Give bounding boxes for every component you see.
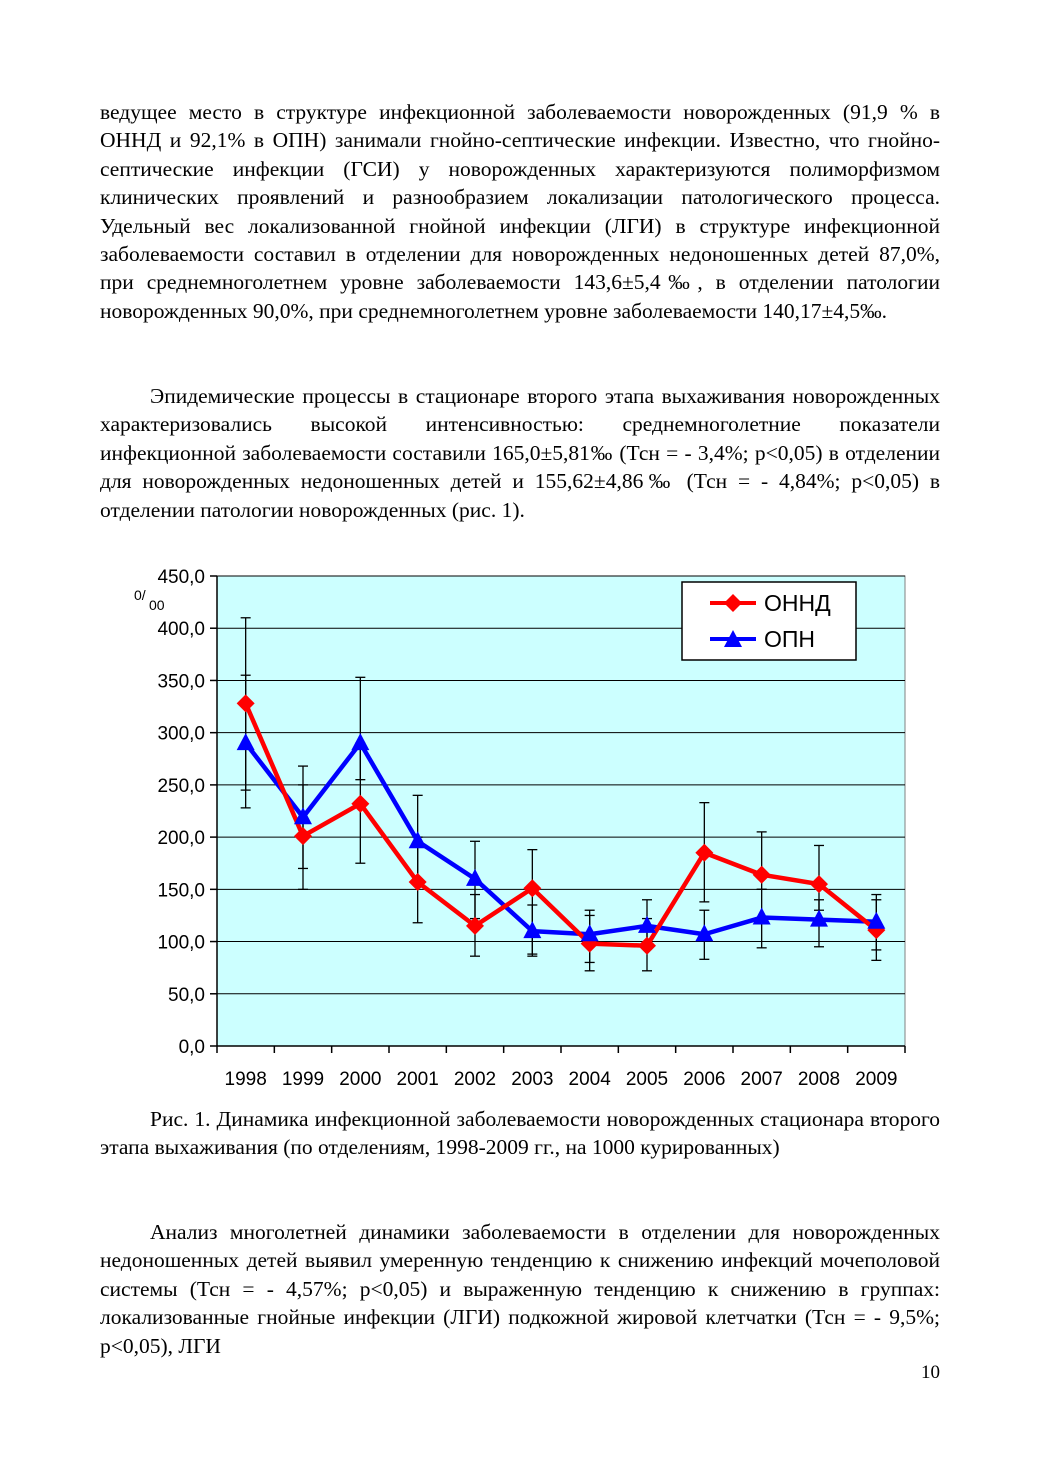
paragraph-1: ведущее место в структуре инфекционной заболеваемости новорожденных (91,9 % в ОННД и 92,1% в ОПН) занимали гнойно-септические инфекции. Известно, что гнойно-септические инфекции (ГСИ) у новорожденных характеризуются полиморфизмом клинических проявлений и разнообразием локализации патологического процесса. Удельный вес локализованной гнойной инфекции (ЛГИ) в структуре инфекционной заболеваемости составил в отделении для новорожденных недоношенных детей 87,0%, при среднемноголетнем уровне заболеваемости 143,6±5,4‰, в отделении патологии новорожденных 90,0%, при среднемноголетнем уровне заболеваемости 140,17±4,5‰. (100, 100, 940, 323)
legend-label-onnd: ОННД (764, 590, 831, 616)
y-tick-label: 350,0 (157, 671, 205, 693)
x-tick-label: 2009 (855, 1069, 898, 1090)
paragraph-3: Анализ многолетней динамики заболеваемости в отделении для новорожденных недоношенных детей выявил умеренную тенденцию к снижению инфекций мочеполовой системы (Тсн = - 4,57%; p<0,05) и выраженную тенденцию к снижению в группах: локализованные гнойные инфекции (ЛГИ) подкожной жировой клетчатки (Тсн = - 9,5%; p<0,05), ЛГИ (100, 1220, 940, 1358)
x-tick-label: 2008 (797, 1069, 841, 1090)
x-tick-label: 1998 (224, 1069, 267, 1090)
y-tick-label: 200,0 (157, 828, 205, 850)
x-tick-label: 2007 (740, 1069, 783, 1090)
y-tick-label: 300,0 (157, 723, 205, 745)
y-tick-label: 450,0 (157, 567, 205, 588)
y-tick-label: 250,0 (157, 775, 205, 797)
y-tick-label: 50,0 (168, 984, 205, 1006)
chart-legend (682, 582, 856, 660)
x-tick-label: 2003 (511, 1069, 554, 1090)
x-tick-label: 2001 (396, 1069, 439, 1090)
paragraph-2: Эпидемические процессы в стационаре второго этапа выхаживания новорожденных характеризовались высокой интенсивностью: среднемноголетние показатели инфекционной заболеваемости составили 165,0±5,81‰ (Тсн = - 3,4%; p<0,05) в отделении для новорожденных недоношенных детей и 155,62±4,86‰ (Тсн = - 4,84%; p<0,05) в отделении патологии новорожденных (рис. 1). (100, 384, 940, 522)
unit-label (134, 587, 165, 613)
y-axis-ticks (157, 567, 205, 1058)
x-tick-label: 2002 (453, 1069, 497, 1090)
x-tick-label: 2005 (625, 1069, 669, 1090)
x-axis-ticks (225, 1069, 898, 1090)
page-number: 10 (921, 1362, 940, 1383)
figure-caption: Рис. 1. Динамика инфекционной заболеваемости новорожденных стационара второго этапа выхаживания (по отделениям, 1998-2009 гг., на 1000 курированных) (100, 1107, 940, 1160)
x-tick-label: 1999 (281, 1069, 325, 1090)
y-tick-label: 100,0 (157, 932, 205, 954)
unit-label-top: 0/ (134, 587, 146, 603)
x-tick-label: 2004 (568, 1069, 611, 1090)
legend-label-opn: ОПН (764, 626, 816, 652)
unit-label-bottom: 00 (149, 597, 165, 613)
y-tick-label: 150,0 (157, 880, 205, 902)
incidence-line-chart (120, 560, 920, 1100)
y-tick-label: 0,0 (178, 1037, 205, 1058)
x-tick-label: 2000 (339, 1069, 382, 1090)
y-tick-label: 400,0 (157, 619, 205, 641)
x-tick-label: 2006 (683, 1069, 726, 1090)
